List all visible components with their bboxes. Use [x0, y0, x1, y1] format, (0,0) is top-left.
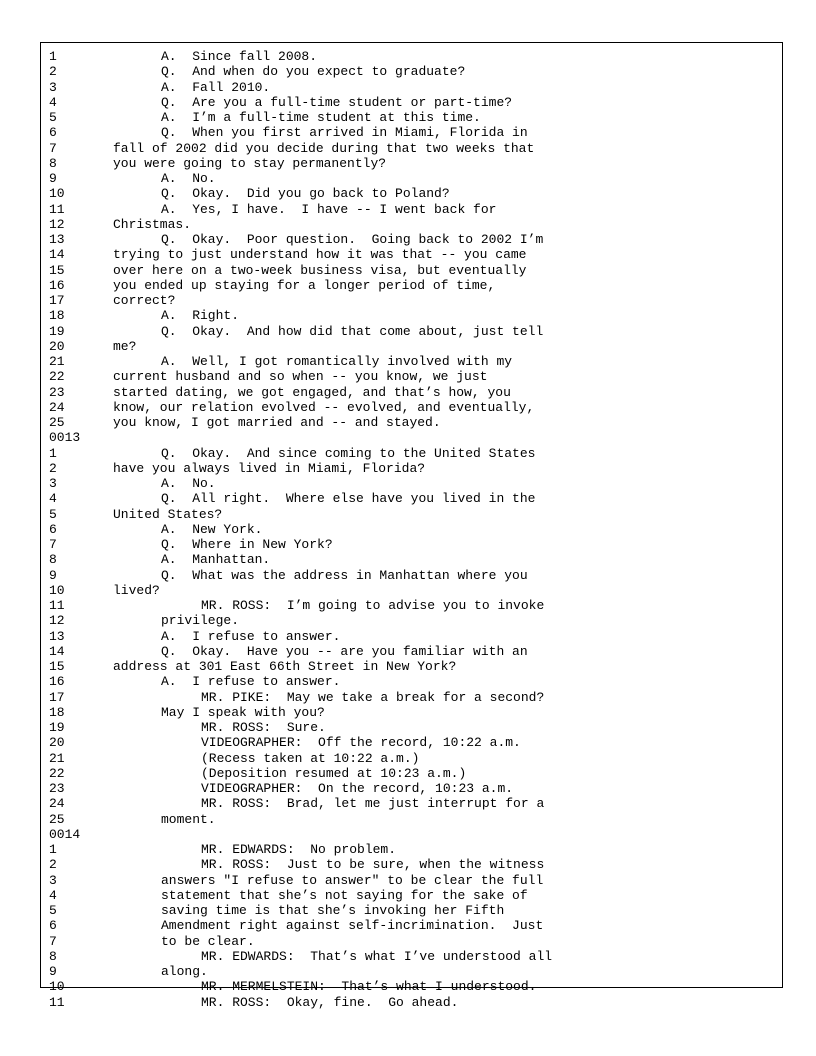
- line-text: saving time is that she’s invoking her Fifth: [161, 903, 505, 918]
- line-number: 21: [49, 354, 65, 369]
- line-text: Q. Okay. Did you go back to Poland?: [161, 186, 450, 202]
- line-text: A. No.: [161, 476, 216, 491]
- line-text: answers "I refuse to answer" to be clear the full: [161, 872, 544, 888]
- line-number: 24: [49, 796, 65, 812]
- line-number: 12: [49, 216, 65, 232]
- line-number: 16: [49, 674, 65, 690]
- line-text: Q. What was the address in Manhattan where you: [161, 567, 528, 583]
- line-number: 18: [49, 704, 65, 720]
- line-number: 6: [49, 918, 57, 934]
- line-text: MR. EDWARDS: That’s what I’ve understood all: [201, 948, 553, 964]
- line-text: A. Since fall 2008.: [161, 49, 318, 64]
- line-text: Q. And when do you expect to graduate?: [161, 64, 466, 80]
- transcript-line: [49, 491, 778, 506]
- line-number: 15: [49, 659, 65, 674]
- line-text: Q. Okay. And how did that come about, just tell: [161, 323, 544, 339]
- transcript-line: [49, 354, 778, 369]
- line-number: 1: [49, 445, 57, 461]
- transcript-line: [49, 95, 778, 110]
- transcript-page: [40, 42, 783, 1010]
- transcript-line: [49, 156, 778, 171]
- page-marker: [49, 827, 778, 842]
- transcript-line: [49, 308, 778, 323]
- transcript-line: [49, 324, 778, 339]
- line-number: 2: [49, 64, 57, 80]
- transcript-line: [49, 293, 778, 308]
- line-number: 20: [49, 338, 65, 354]
- line-text: A. I refuse to answer.: [161, 628, 341, 644]
- line-text: Q. When you first arrived in Miami, Florida in: [161, 125, 528, 141]
- transcript-line: [49, 659, 778, 674]
- line-number: 9: [49, 171, 57, 186]
- line-number: 11: [49, 598, 65, 613]
- line-number: 5: [49, 506, 57, 522]
- line-number: 14: [49, 247, 65, 263]
- line-text: started dating, we got engaged, and that’s how, you: [113, 384, 511, 400]
- line-number: 7: [49, 537, 57, 552]
- transcript-line: [49, 125, 778, 140]
- line-number: 25: [49, 811, 65, 827]
- line-number: 4: [49, 491, 57, 507]
- line-number: 17: [49, 689, 65, 705]
- transcript-line: [49, 537, 778, 552]
- transcript-line: [49, 766, 778, 781]
- transcript-line: [49, 217, 778, 232]
- line-number: 1: [49, 842, 57, 857]
- transcript-line: [49, 186, 778, 201]
- line-number: 7: [49, 933, 57, 949]
- line-number: 13: [49, 628, 65, 644]
- transcript-line: [49, 705, 778, 720]
- line-text: MR. ROSS: Okay, fine. Go ahead.: [201, 994, 459, 1010]
- line-number: 20: [49, 735, 65, 751]
- line-number: 19: [49, 323, 65, 339]
- line-text: current husband and so when -- you know, we just: [113, 369, 488, 385]
- transcript-line: [49, 995, 778, 1010]
- transcript-line: [49, 522, 778, 537]
- line-number: 4: [49, 94, 57, 110]
- line-number: 3: [49, 872, 57, 888]
- transcript-line: [49, 400, 778, 415]
- line-number: 5: [49, 110, 57, 125]
- line-text: Q. All right. Where else have you lived in the: [161, 491, 536, 507]
- line-text: A. Fall 2010.: [161, 79, 271, 95]
- transcript-line: [49, 507, 778, 522]
- line-number: 16: [49, 277, 65, 293]
- page-number: 0014: [49, 826, 81, 842]
- line-text: along.: [161, 964, 208, 979]
- line-number: 17: [49, 293, 65, 308]
- line-text: A. I refuse to answer.: [161, 674, 341, 690]
- transcript-line: [49, 796, 778, 811]
- line-text: A. No.: [161, 171, 216, 186]
- line-number: 9: [49, 964, 57, 979]
- line-number: 25: [49, 415, 65, 430]
- line-text: Amendment right against self-incrimination. Just: [161, 918, 544, 934]
- line-number: 3: [49, 476, 57, 491]
- line-text: trying to just understand how it was that -- you came: [113, 247, 527, 263]
- transcript-line: [49, 385, 778, 400]
- line-text: over here on a two-week business visa, but eventually: [113, 262, 527, 278]
- line-number: 8: [49, 948, 57, 964]
- transcript-line: [49, 629, 778, 644]
- line-text: you know, I got married and -- and stayed.: [113, 415, 441, 430]
- line-number: 14: [49, 643, 65, 659]
- line-text: privilege.: [161, 613, 240, 629]
- line-number: 15: [49, 262, 65, 278]
- line-number: 1: [49, 49, 57, 64]
- line-number: 8: [49, 552, 57, 568]
- transcript-line: [49, 339, 778, 354]
- line-text: A. Manhattan.: [161, 552, 271, 568]
- transcript-line: [49, 735, 778, 750]
- line-text: have you always lived in Miami, Florida?: [113, 460, 426, 476]
- transcript-line: [49, 674, 778, 689]
- transcript-line: [49, 568, 778, 583]
- transcript-line: [49, 613, 778, 628]
- line-text: VIDEOGRAPHER: On the record, 10:23 a.m.: [201, 781, 514, 796]
- transcript-line: [49, 842, 778, 857]
- line-text: know, our relation evolved -- evolved, and eventually,: [113, 399, 535, 415]
- transcript-line: [49, 964, 778, 979]
- line-text: Q. Okay. Have you -- are you familiar with an: [161, 643, 528, 659]
- transcript-line: [49, 80, 778, 95]
- line-text: Q. Where in New York?: [161, 537, 333, 552]
- line-text: MR. ROSS: Brad, let me just interrupt for a: [201, 796, 545, 812]
- line-number: 23: [49, 384, 65, 400]
- line-text: Q. Okay. And since coming to the United States: [161, 445, 536, 461]
- transcript-line: [49, 552, 778, 567]
- transcript-line: [49, 934, 778, 949]
- line-text: United States?: [113, 506, 223, 522]
- line-text: A. Well, I got romantically involved with my: [161, 354, 513, 369]
- line-text: MR. MERMELSTEIN: That’s what I understood.: [201, 979, 537, 995]
- transcript-line: [49, 110, 778, 125]
- line-text: MR. PIKE: May we take a break for a second?: [201, 689, 545, 705]
- line-number: 23: [49, 781, 65, 796]
- line-number: 4: [49, 887, 57, 903]
- line-text: Q. Are you a full-time student or part-time?: [161, 94, 513, 110]
- line-text: A. Yes, I have. I have -- I went back for: [161, 201, 497, 217]
- line-text: (Deposition resumed at 10:23 a.m.): [201, 765, 467, 781]
- transcript-line: [49, 202, 778, 217]
- line-number: 21: [49, 750, 65, 766]
- transcript-lines: [49, 49, 778, 1010]
- line-text: me?: [113, 338, 137, 354]
- transcript-line: [49, 644, 778, 659]
- transcript-line: [49, 979, 778, 994]
- line-number: 8: [49, 155, 57, 171]
- line-number: 10: [49, 582, 65, 598]
- transcript-line: [49, 247, 778, 262]
- transcript-line: [49, 446, 778, 461]
- transcript-line: [49, 598, 778, 613]
- transcript-line: [49, 415, 778, 430]
- transcript-line: [49, 49, 778, 64]
- line-text: VIDEOGRAPHER: Off the record, 10:22 a.m.: [201, 735, 521, 751]
- line-text: A. I’m a full-time student at this time.: [161, 110, 481, 125]
- line-text: MR. ROSS: I’m going to advise you to invoke: [201, 598, 545, 613]
- transcript-line: [49, 64, 778, 79]
- transcript-line: [49, 918, 778, 933]
- line-text: you were going to stay permanently?: [113, 155, 387, 171]
- transcript-line: [49, 278, 778, 293]
- line-text: May I speak with you?: [161, 704, 325, 720]
- transcript-line: [49, 141, 778, 156]
- transcript-line: [49, 812, 778, 827]
- line-text: moment.: [161, 811, 216, 827]
- transcript-line: [49, 751, 778, 766]
- line-text: correct?: [113, 293, 176, 308]
- line-number: 19: [49, 720, 65, 735]
- transcript-line: [49, 888, 778, 903]
- line-text: A. Right.: [161, 308, 240, 324]
- transcript-line: [49, 476, 778, 491]
- line-number: 10: [49, 979, 65, 995]
- line-text: you ended up staying for a longer period of time,: [113, 277, 496, 293]
- line-number: 6: [49, 125, 57, 141]
- line-number: 13: [49, 232, 65, 247]
- line-text: MR. EDWARDS: No problem.: [201, 842, 397, 857]
- line-number: 11: [49, 201, 65, 217]
- line-number: 6: [49, 521, 57, 537]
- line-number: 24: [49, 399, 65, 415]
- line-number: 9: [49, 567, 57, 583]
- line-number: 3: [49, 79, 57, 95]
- line-number: 2: [49, 460, 57, 476]
- transcript-line: [49, 232, 778, 247]
- line-text: (Recess taken at 10:22 a.m.): [201, 750, 420, 766]
- transcript-line: [49, 720, 778, 735]
- transcript-line: [49, 461, 778, 476]
- line-number: 18: [49, 308, 65, 324]
- page-marker: [49, 430, 778, 445]
- line-text: A. New York.: [161, 521, 263, 537]
- line-number: 11: [49, 994, 65, 1010]
- transcript-line: [49, 781, 778, 796]
- line-text: statement that she’s not saying for the sake of: [161, 887, 528, 903]
- line-text: Christmas.: [113, 216, 192, 232]
- line-text: fall of 2002 did you decide during that two weeks that: [113, 140, 535, 156]
- transcript-line: [49, 583, 778, 598]
- line-number: 7: [49, 140, 57, 156]
- line-number: 5: [49, 903, 57, 918]
- line-text: address at 301 East 66th Street in New York?: [113, 659, 457, 674]
- line-number: 10: [49, 186, 65, 202]
- line-text: to be clear.: [161, 933, 255, 949]
- transcript-line: [49, 369, 778, 384]
- transcript-line: [49, 903, 778, 918]
- line-number: 12: [49, 613, 65, 629]
- line-text: lived?: [113, 582, 160, 598]
- transcript-line: [49, 949, 778, 964]
- line-text: MR. ROSS: Sure.: [201, 720, 326, 735]
- transcript-line: [49, 873, 778, 888]
- transcript-line: [49, 263, 778, 278]
- line-text: Q. Okay. Poor question. Going back to 2002 I’m: [161, 232, 544, 247]
- line-number: 2: [49, 857, 57, 873]
- line-number: 22: [49, 765, 65, 781]
- transcript-line: [49, 857, 778, 872]
- line-number: 22: [49, 369, 65, 385]
- page-number: 0013: [49, 430, 81, 446]
- transcript-line: [49, 171, 778, 186]
- line-text: MR. ROSS: Just to be sure, when the witness: [201, 857, 545, 873]
- transcript-line: [49, 690, 778, 705]
